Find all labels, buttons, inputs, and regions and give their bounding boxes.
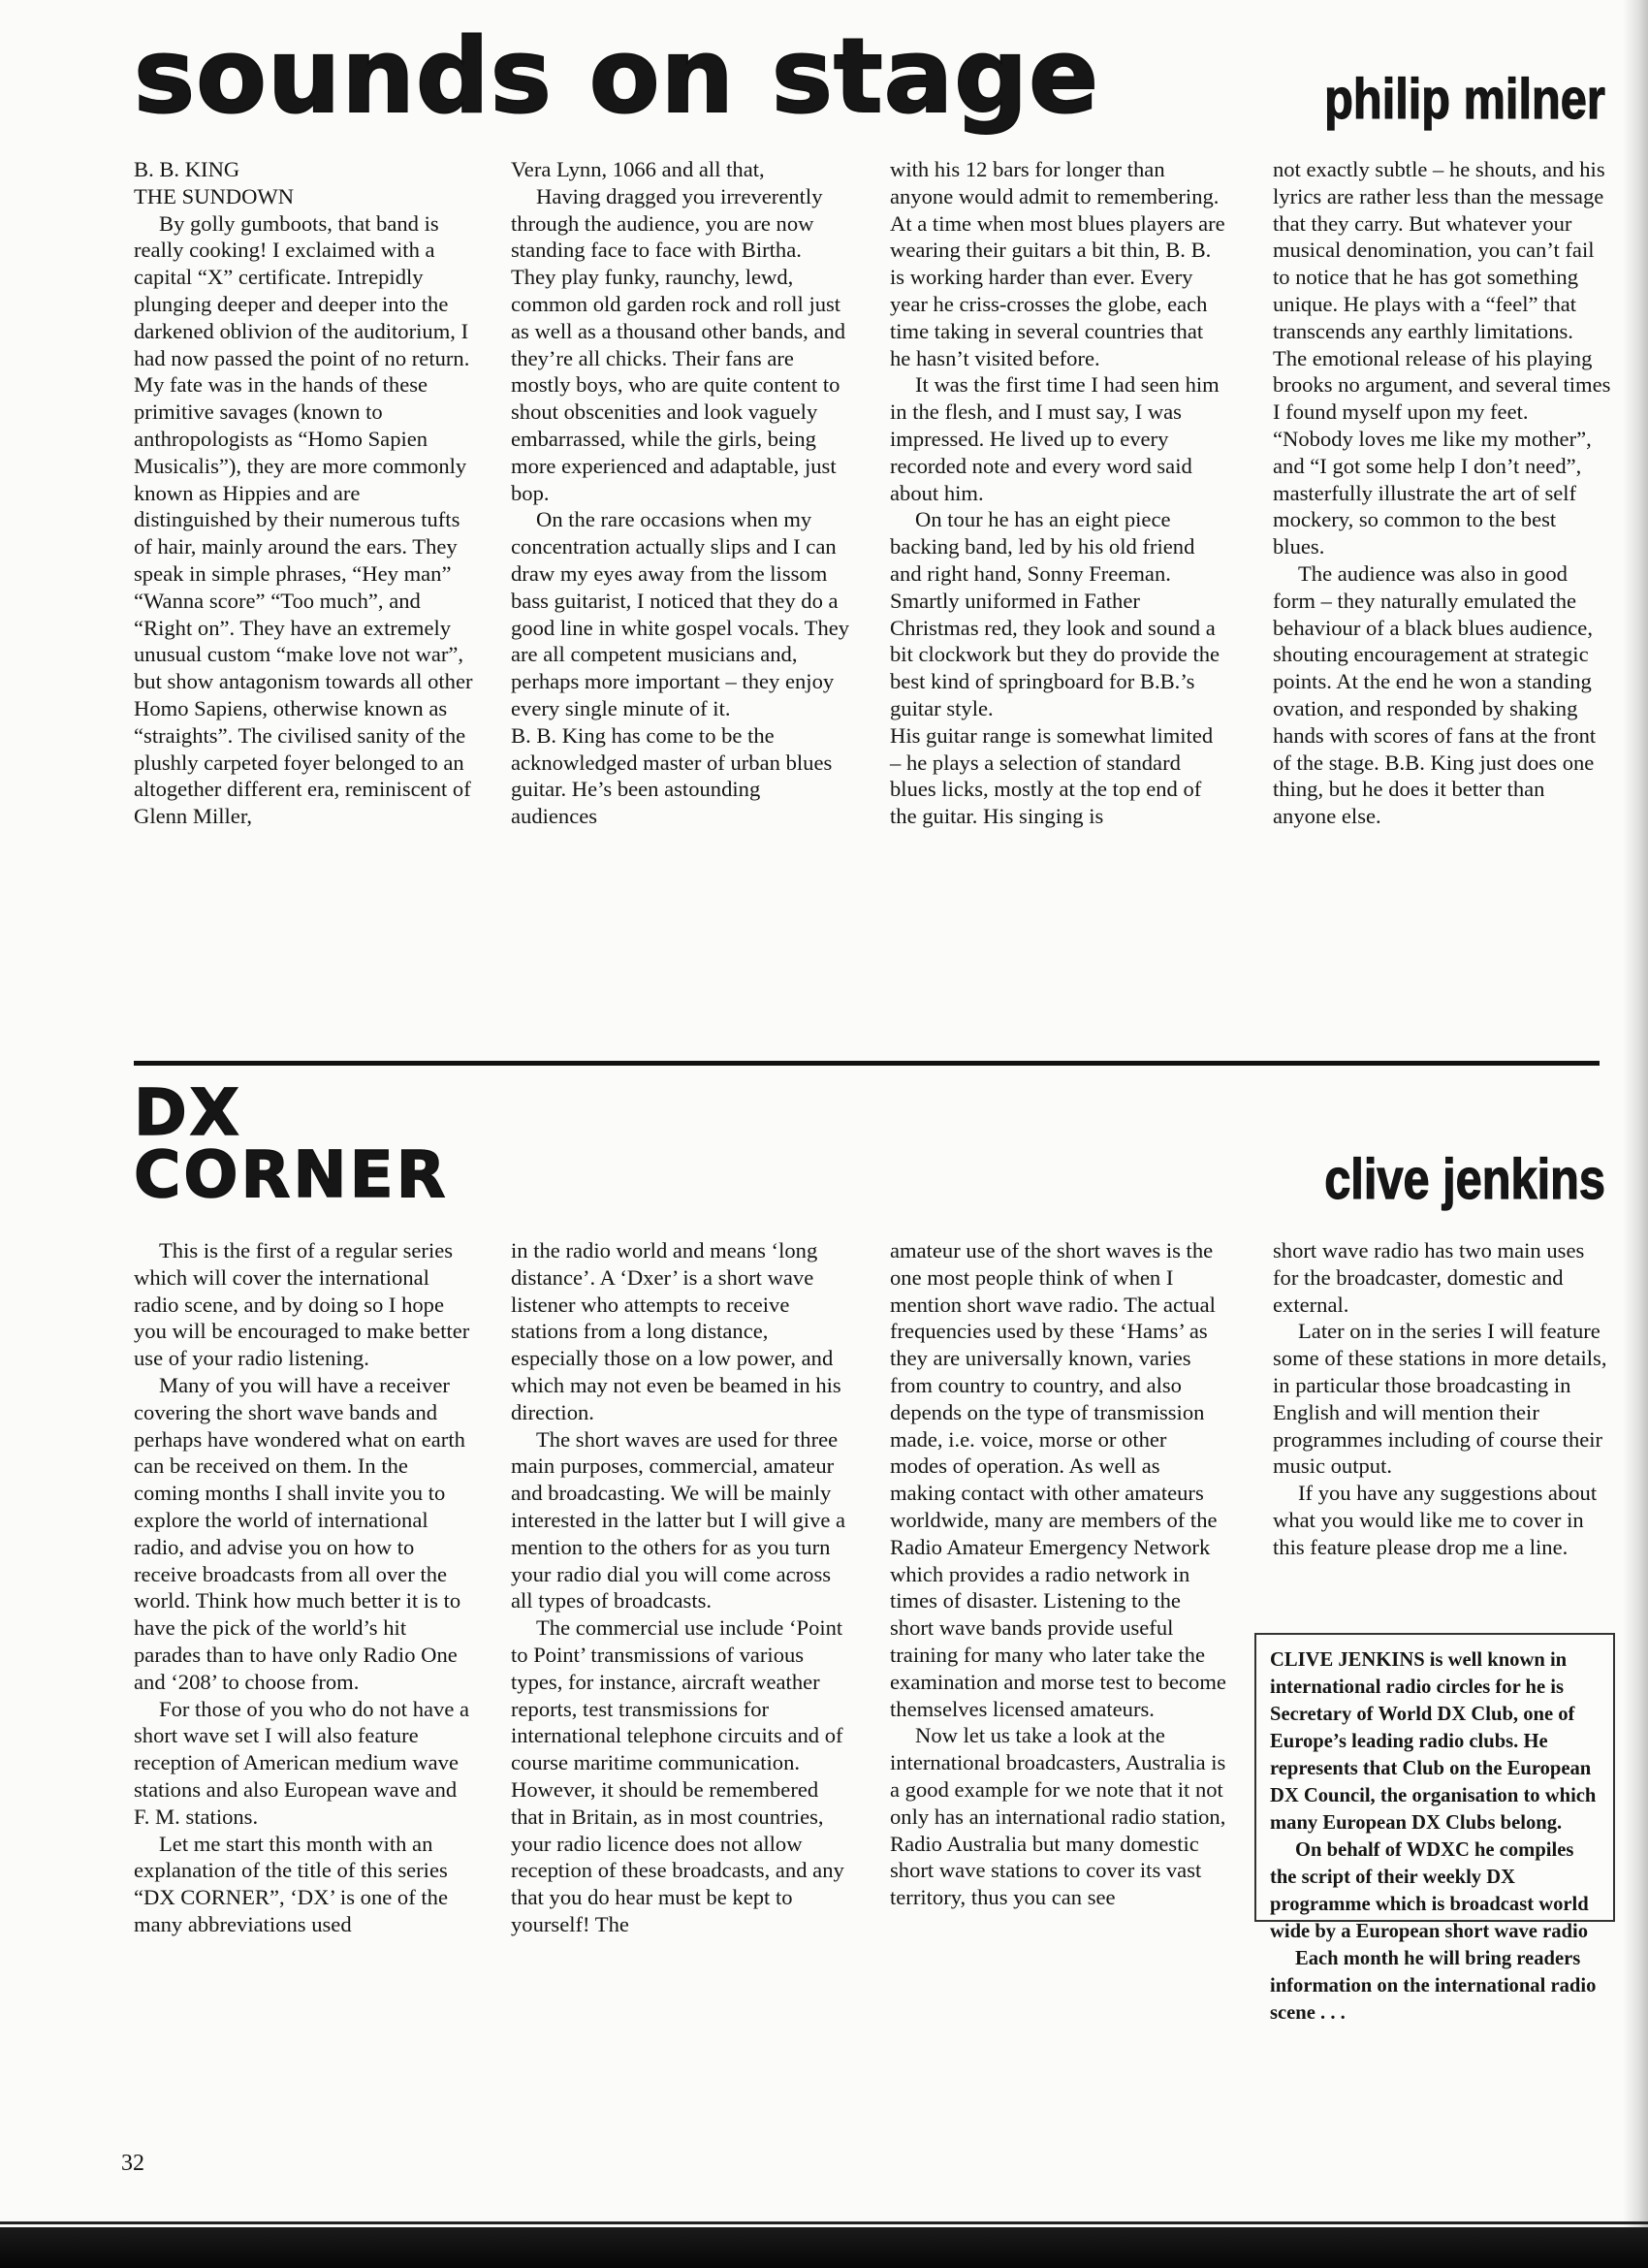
footer-rule xyxy=(0,2221,1648,2224)
review-column-1 xyxy=(134,156,473,830)
paragraph: CLIVE JENKINS is well known in international radio circles for he is Secretary of World DX Club, one of Europe’s leading radio clubs. He represents that Club on the European DX Council, the organisation to which many European DX Clubs belong. xyxy=(1270,1649,1597,1834)
paragraph: If you have any suggestions about what you would like me to cover in this feature please drop me a line. xyxy=(1273,1481,1598,1559)
page-edge-shadow xyxy=(1623,0,1648,2268)
page-number: 32 xyxy=(121,2151,144,2176)
review-column-4 xyxy=(1273,156,1612,830)
dx-title-line-2: CORNER xyxy=(134,1137,449,1212)
paragraph: in the radio world and means ‘long distance’. A ‘Dxer’ is a short wave listener who attempts to receive stations from a long distance, especially those on a low power, and which may not even be beamed in his direction. xyxy=(511,1238,841,1424)
paragraph: with his 12 bars for longer than anyone would admit to remembering. At a time when most blues players are wearing their guitars a bit thin, B. B. is working harder than ever. Every year he criss-crosses the globe, each time taking in several countries that he hasn’t visited before. xyxy=(890,157,1225,370)
paragraph: THE SUNDOWN xyxy=(134,183,295,208)
paragraph: Vera Lynn, 1066 and all that, xyxy=(511,157,765,181)
paragraph: By golly gumboots, that band is really cooking! I exclaimed with a capital “X” certificate. Intrepidly plunging deeper and deeper into the darkened oblivion of the auditorium, I had now passed the point of no return. My fate was in the hands of these primitive savages (known to anthropologists as “Homo Sapien Musicalis”), they are more commonly known as Hippies and are distinguished by their numerous tufts of hair, mainly around the ears. They speak in simple phrases, “Hey man” “Wanna score” “Too much”, and “Right on”. They have an extremely unusual custom “make love not war”, but show antagonism towards all other Homo Sapiens, otherwise known as “straights”. The civilised sanity of the plushly carpeted foyer belonged to an altogether different era, reminiscent of Glenn Miller, xyxy=(134,210,473,829)
paragraph: The audience was also in good form – they naturally emulated the behaviour of a black blues audience, shouting encouragement at strategic points. At the end he won a standing ovation, and responded by shaking hands with scores of fans at the front of the stage. B.B. King just does one thing, but he does it better than anyone else. xyxy=(1273,560,1597,829)
paragraph: On behalf of WDXC he compiles the script of their weekly DX programme which is broadcast world wide by a European short wave radio xyxy=(1270,1839,1589,1942)
paragraph: The commercial use include ‘Point to Point’ transmissions of various types, for instance, aircraft weather reports, test transmissions for international telephone circuits and of course maritime communication. However, it should be remembered that in Britain, as in most countries, your radio licence does not allow reception of these broadcasts, and any that you do hear must be kept to yourself! The xyxy=(511,1615,844,1936)
author-bio-box xyxy=(1254,1633,1615,2024)
paragraph: amateur use of the short waves is the one most people think of when I mention short wave radio. The actual frequencies used by these ‘Hams’ as they are universally known, varies from country to country, and also depends on the type of transmission made, i.e. voice, morse or other modes of operation. As well as making contact with other amateurs worldwide, many are members of the Radio Amateur Emergency Network which provides a radio network in times of disaster. Listening to the short wave bands provide useful training for many who later take the examination and morse test to become themselves licensed amateurs. xyxy=(890,1238,1226,1721)
dx-column-2 xyxy=(511,1237,850,1938)
dx-column-4 xyxy=(1273,1237,1612,1561)
author-bio-text xyxy=(1270,1646,1604,2027)
dx-column-3 xyxy=(890,1237,1229,1911)
paragraph: On tour he has an eight piece backing band, led by his old friend and right hand, Sonny Freeman. Smartly uniformed in Father Christmas red, they look and sound a bit clockwork but they do provide the best kind of springboard for B.B.’s guitar style. xyxy=(890,507,1220,720)
paragraph: B. B. King has come to be the acknowledged master of urban blues guitar. He’s been astounding audiences xyxy=(511,722,833,829)
paragraph: Each month he will bring readers information on the international radio scene . . . xyxy=(1270,1948,1597,2024)
paragraph: Later on in the series I will feature some of these stations in more details, in particular those broadcasting in English and will mention their programmes including of course their music output. xyxy=(1273,1319,1607,1479)
section-divider xyxy=(134,1061,1600,1066)
paragraph: Having dragged you irreverently through the audience, you are now standing face to face with Birtha. They play funky, raunchy, lewd, common old garden rock and roll just as well as a thousand other bands, and they’re all chicks. Their fans are mostly boys, who are quite content to shout obscenities and look vaguely embarrassed, while the girls, being more experienced and adaptable, just bop. xyxy=(511,183,846,505)
dx-column-1 xyxy=(134,1237,473,1938)
dx-title-line-1: DX xyxy=(134,1075,242,1150)
paragraph: His guitar range is somewhat limited – he plays a selection of standard blues licks, mostly at the top end of the guitar. His singing is xyxy=(890,722,1214,829)
paragraph: The short waves are used for three main purposes, commercial, amateur and broadcasting. We will be mainly interested in the latter but I will give a mention to the others for as you turn your radio dial you will come across all types of broadcasts. xyxy=(511,1426,846,1613)
dx-author-byline: clive jenkins xyxy=(1324,1148,1605,1211)
paragraph: This is the first of a regular series which will cover the international radio scene, and by doing so I hope you will be encouraged to make better use of your radio listening. xyxy=(134,1238,470,1371)
section-title: sounds on stage xyxy=(134,16,1099,136)
paragraph: Many of you will have a receiver covering the short wave bands and perhaps have wondered what on earth can be received on them. In the coming months I shall invite you to explore the world of international radio, and advise you on how to receive broadcasts from all over the world. Think how much better it is to have the pick of the world’s hit parades than to have only Radio One and ‘208’ to choose from. xyxy=(134,1372,465,1694)
paragraph: For those of you who do not have a short wave set I will also feature reception of American medium wave stations and also European wave and F. M. stations. xyxy=(134,1696,470,1829)
scan-bottom-edge xyxy=(0,2227,1648,2268)
paragraph: On the rare occasions when my concentration actually slips and I can draw my eyes away from the lissom bass guitarist, I noticed that they do a good line in white gospel vocals. They are all competent musicians and, perhaps more important – they enjoy every single minute of it. xyxy=(511,507,850,720)
paragraph: Let me start this month with an explanation of the title of this series “DX CORNER”, ‘DX’ is one of the many abbreviations used xyxy=(134,1831,448,1936)
paragraph: Now let us take a look at the international broadcasters, Australia is a good example for we note that it not only has an international radio station, Radio Australia but many domestic short wave stations to cover its vast territory, thus you can see xyxy=(890,1723,1226,1910)
author-byline: philip milner xyxy=(1324,68,1605,131)
paragraph: It was the first time I had seen him in the flesh, and I must say, I was impressed. He lived up to every recorded note and every word said about him. xyxy=(890,372,1220,505)
paragraph: short wave radio has two main uses for the broadcaster, domestic and external. xyxy=(1273,1238,1585,1317)
review-column-3 xyxy=(890,156,1229,830)
review-column-2 xyxy=(511,156,850,830)
paragraph: B. B. KING xyxy=(134,157,240,181)
dx-corner-title xyxy=(134,1075,449,1212)
paragraph: not exactly subtle – he shouts, and his lyrics are rather less than the message that they carry. But whatever your musical denomination, you can’t fail to notice that he has got something unique. He plays with a “feel” that transcends any earthly limitations. The emotional release of his playing brooks no argument, and several times I found myself upon my feet. “Nobody loves me like my mother”, and “I got some help I don’t need”, masterfully illustrate the art of self mockery, so common to the best blues. xyxy=(1273,157,1611,559)
